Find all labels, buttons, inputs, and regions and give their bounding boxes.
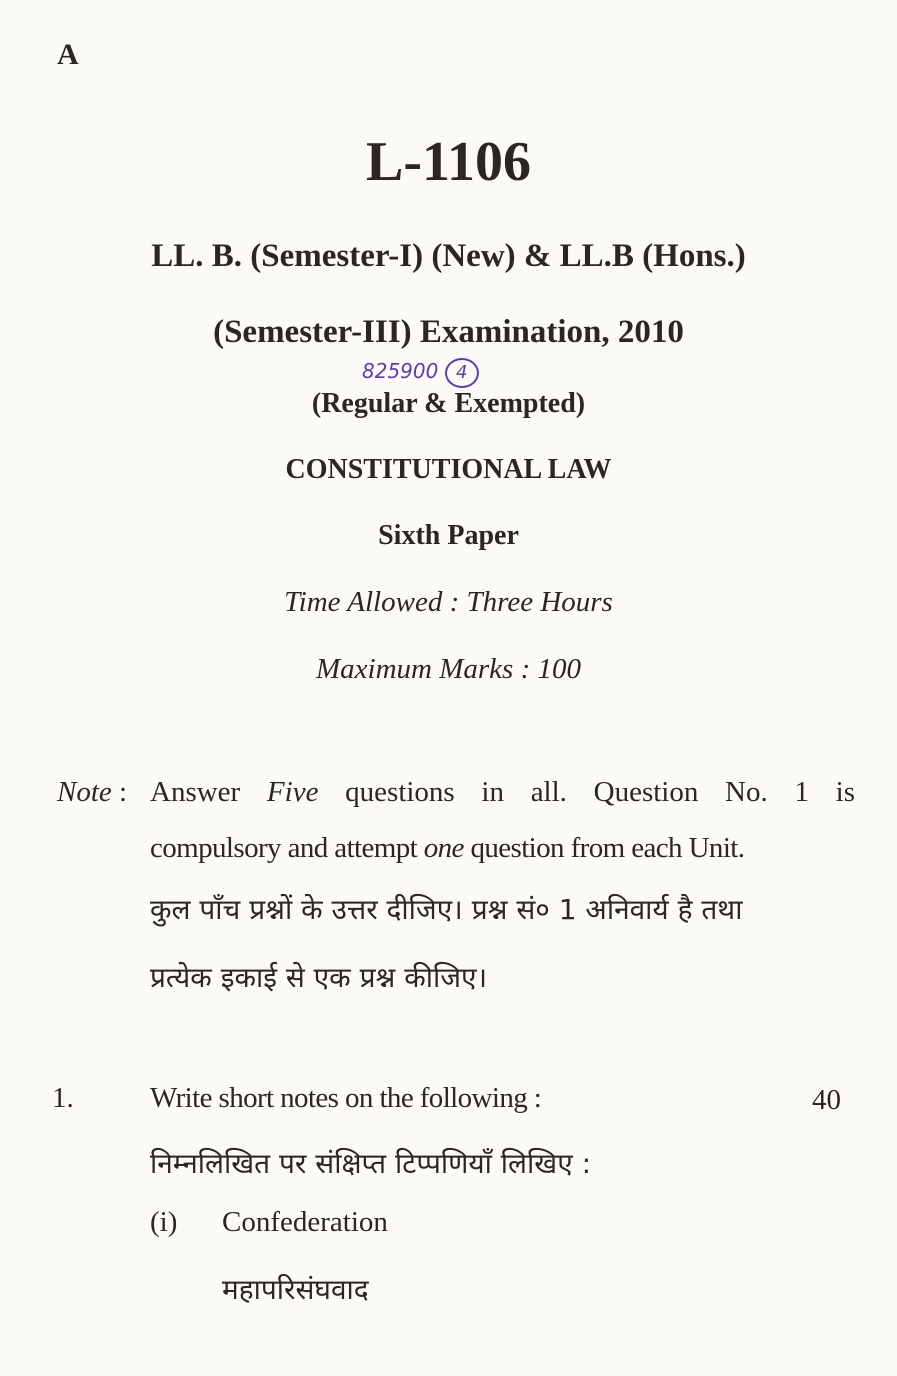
note-emphasis: Five (266, 776, 319, 808)
note-text: Answer (150, 776, 241, 808)
exam-type: (Regular & Exempted) (311, 388, 586, 419)
handwritten-circled-number: 4 (445, 358, 479, 388)
handwritten-annotation (362, 358, 479, 388)
item-number: (i) (150, 1206, 178, 1238)
handwritten-number: 825900 (362, 359, 439, 383)
question-hindi: निम्नलिखित पर संक्षिप्त टिप्पणियाँ लिखिए : (150, 1147, 592, 1180)
note-line-1 (150, 764, 855, 820)
item-hindi: महापरिसंघवाद (222, 1273, 369, 1306)
note-emphasis: one (423, 832, 464, 864)
note-hindi-line-2: प्रत्येक इकाई से एक प्रश्न कीजिए। (150, 961, 488, 994)
note-text: questions in all. Question No. 1 is (345, 776, 856, 808)
note-text: question from each Unit. (470, 832, 745, 864)
question-marks: 40 (812, 1084, 841, 1116)
title-line-2: (Semester-III) Examination, 2010 (213, 314, 684, 350)
note-label (57, 764, 127, 820)
question-number: 1. (52, 1082, 74, 1114)
paper-name: Sixth Paper (378, 520, 519, 551)
maximum-marks: Maximum Marks : 100 (316, 653, 581, 685)
note-text: compulsory and attempt (150, 832, 418, 864)
series-code: A (57, 38, 79, 71)
time-allowed: Time Allowed : Three Hours (284, 586, 613, 618)
note-line-2 (150, 820, 744, 876)
subject-title: CONSTITUTIONAL LAW (285, 454, 612, 485)
paper-code: L-1106 (366, 131, 531, 193)
title-line-1: LL. B. (Semester-I) (New) & LL.B (Hons.) (151, 238, 746, 274)
note-hindi-line-1: कुल पाँच प्रश्नों के उत्तर दीजिए। प्रश्न सं० 1 अनिवार्य है तथा (150, 893, 743, 926)
question-text: Write short notes on the following : (150, 1082, 542, 1114)
note-colon: : (119, 776, 128, 808)
note-label-text: Note (57, 776, 112, 808)
item-text: Confederation (222, 1206, 388, 1238)
